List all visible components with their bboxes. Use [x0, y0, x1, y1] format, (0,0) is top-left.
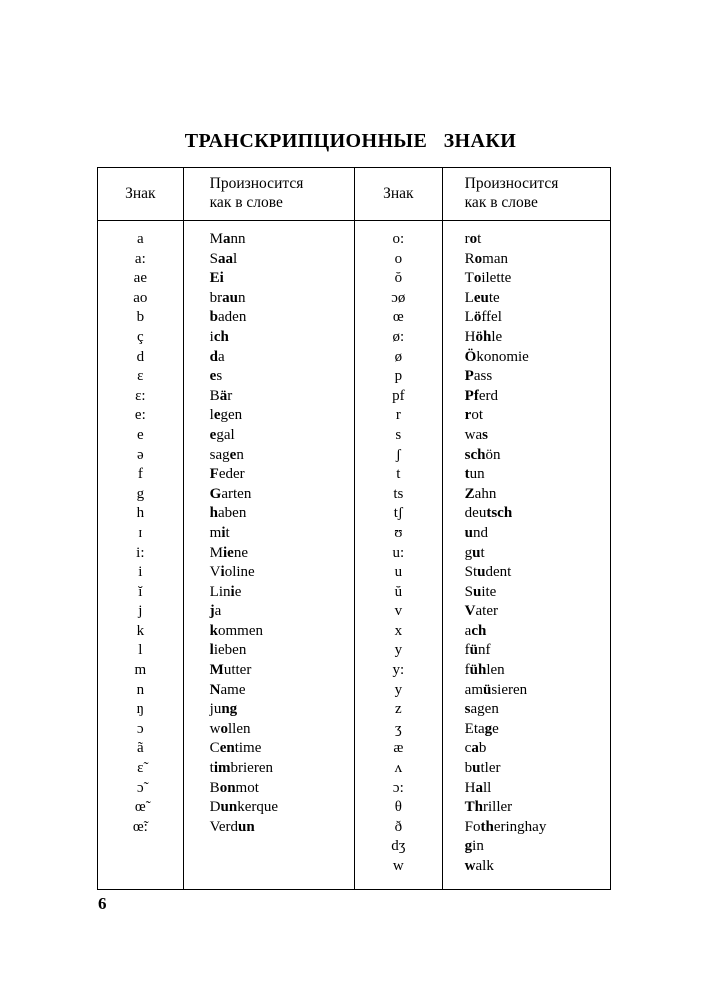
- sign-cell: l: [138, 642, 143, 659]
- sign-cell: ç: [137, 328, 144, 345]
- sign-cell: a: [137, 231, 144, 247]
- sign-cell: y: [394, 642, 403, 659]
- word-cell: da: [209, 348, 225, 365]
- header-pronounced-right-line2: как в слове: [464, 194, 538, 211]
- sign-cell: œ̃:: [132, 818, 148, 835]
- sign-cell: f: [137, 466, 143, 483]
- sign-cell: ɔ̃: [137, 779, 144, 796]
- word-cell: und: [464, 524, 488, 541]
- word-cell: butler: [464, 760, 501, 777]
- word-cell: Mutter: [209, 662, 252, 679]
- word-cell: Saal: [209, 250, 238, 267]
- sign-cell: ŏ: [394, 270, 403, 287]
- sign-cell: ao: [133, 289, 148, 306]
- sign-cell: p: [394, 368, 403, 385]
- word-cell: Höhle: [464, 328, 503, 345]
- sign-cell: g: [136, 485, 145, 502]
- word-cell: Garten: [209, 485, 252, 502]
- word-cell: baden: [209, 309, 247, 326]
- word-cell: Thriller: [464, 799, 513, 816]
- word-cell: Student: [464, 564, 512, 581]
- sign-cell: y: [394, 681, 403, 698]
- sign-cell: ɛ:: [135, 387, 146, 404]
- right-word-column: [443, 221, 610, 889]
- word-cell: sagen: [209, 446, 244, 463]
- sign-cell: a:: [134, 250, 146, 267]
- sign-cell: d: [136, 348, 145, 365]
- word-cell: Ei: [209, 270, 224, 287]
- word-cell: Fotheringhay: [464, 818, 547, 835]
- word-cell: Feder: [209, 466, 245, 483]
- sign-cell: z: [394, 701, 402, 718]
- page-title: ТРАНСКРИПЦИОННЫЕ ЗНАКИ: [184, 130, 517, 152]
- word-cell: jung: [209, 701, 238, 718]
- sign-cell: θ: [394, 799, 402, 816]
- sign-cell: œ: [392, 309, 404, 326]
- sign-cell: ã: [137, 740, 144, 757]
- word-cell: Pferd: [464, 387, 498, 404]
- sign-cell: s: [395, 426, 402, 443]
- word-cell: walk: [464, 858, 494, 874]
- sign-cell: ɪ: [138, 524, 143, 541]
- sign-cell: h: [136, 505, 145, 522]
- sign-cell: ʌ: [394, 760, 403, 777]
- sign-cell: ə: [137, 446, 144, 463]
- left-word-column: [184, 221, 355, 889]
- sign-cell: ɛ̃: [137, 760, 144, 777]
- header-pronounced-left-line1: Произносится: [209, 175, 304, 193]
- word-cell: lieben: [209, 642, 247, 659]
- word-cell: Bonmot: [209, 779, 259, 796]
- sign-cell: u:: [392, 544, 405, 561]
- word-cell: tun: [464, 466, 485, 483]
- sign-cell: w: [392, 858, 404, 874]
- word-cell: Pass: [464, 368, 493, 385]
- sign-cell: tʃ: [393, 505, 403, 522]
- word-cell: Löffel: [464, 309, 502, 326]
- word-cell: wollen: [209, 720, 251, 737]
- word-cell: amüsieren: [464, 681, 528, 698]
- word-cell: haben: [209, 505, 247, 522]
- word-cell: Vater: [464, 603, 498, 620]
- sign-cell: ʃ: [395, 446, 401, 463]
- sign-cell: e: [137, 426, 144, 443]
- word-cell: ach: [464, 622, 487, 639]
- word-cell: Toilette: [464, 270, 512, 287]
- header-pronounced-right-line1: Произносится: [464, 175, 559, 193]
- sign-cell: t: [396, 466, 401, 483]
- sign-cell: ð: [394, 818, 403, 835]
- sign-cell: pf: [392, 387, 405, 404]
- sign-cell: i:: [136, 544, 145, 561]
- word-cell: ich: [209, 328, 229, 345]
- word-cell: rot: [464, 231, 482, 247]
- sign-cell: o: [394, 250, 403, 267]
- word-cell: legen: [209, 407, 243, 424]
- word-cell: Dunkerque: [209, 799, 279, 816]
- sign-cell: e:: [134, 407, 146, 424]
- header-pronounced-left-line2: как в слове: [209, 194, 283, 211]
- word-cell: was: [464, 426, 488, 443]
- sign-cell: ŋ: [136, 701, 145, 718]
- sign-cell: dʒ: [391, 838, 406, 855]
- sign-cell: ɛ: [137, 368, 144, 385]
- sign-cell: ŭ: [394, 583, 403, 600]
- sign-cell: ø:: [392, 328, 405, 345]
- sign-cell: ø: [394, 348, 403, 365]
- header-pronounced-right: [443, 168, 610, 220]
- word-cell: Zahn: [464, 485, 497, 502]
- word-cell: braun: [209, 289, 246, 306]
- sign-cell: b: [136, 309, 145, 326]
- word-cell: Hall: [464, 779, 492, 796]
- sign-cell: o:: [392, 231, 405, 247]
- word-cell: Violine: [209, 564, 255, 581]
- word-cell: cab: [464, 740, 487, 757]
- sign-cell: ɔø: [391, 289, 406, 306]
- word-cell: Verdun: [209, 818, 255, 835]
- word-cell: es: [209, 368, 223, 385]
- word-cell: kommen: [209, 622, 264, 639]
- page-number: 6: [98, 894, 107, 913]
- word-cell: egal: [209, 426, 235, 443]
- word-cell: Bär: [209, 387, 233, 404]
- word-cell: Leute: [464, 289, 500, 306]
- transcription-table: [97, 167, 611, 890]
- word-cell: Centime: [209, 740, 262, 757]
- sign-cell: ɔ:: [392, 779, 404, 796]
- left-sign-column: [98, 221, 184, 889]
- word-cell: Roman: [464, 250, 508, 267]
- word-cell: gut: [464, 544, 485, 561]
- word-cell: Name: [209, 681, 246, 698]
- word-cell: mit: [209, 524, 230, 541]
- right-sign-column: [355, 221, 443, 889]
- word-cell: Etage: [464, 720, 499, 737]
- word-cell: schön: [464, 446, 501, 463]
- header-sign-right: Знак: [355, 168, 443, 220]
- word-cell: rot: [464, 407, 483, 424]
- word-cell: gin: [464, 838, 484, 855]
- table-body: [98, 221, 610, 889]
- sign-cell: m: [134, 662, 147, 679]
- word-cell: timbrieren: [209, 760, 273, 777]
- sign-cell: œ̃: [134, 799, 146, 816]
- table-header: [98, 168, 610, 221]
- sign-cell: n: [136, 681, 145, 698]
- word-cell: Miene: [209, 544, 249, 561]
- sign-cell: r: [395, 407, 401, 424]
- word-cell: fünf: [464, 642, 491, 659]
- word-cell: fühlen: [464, 662, 505, 679]
- sign-cell: ʒ: [394, 720, 402, 737]
- sign-cell: ɔ: [137, 720, 144, 737]
- sign-cell: ts: [393, 485, 404, 502]
- sign-cell: j: [138, 603, 143, 620]
- word-cell: Linie: [209, 583, 242, 600]
- sign-cell: u: [394, 564, 403, 581]
- sign-cell: k: [136, 622, 145, 639]
- header-sign-left: Знак: [98, 168, 184, 220]
- word-cell: Ökonomie: [464, 348, 529, 365]
- header-pronounced-left: [184, 168, 355, 220]
- sign-cell: y:: [392, 662, 405, 679]
- word-cell: deutsch: [464, 505, 513, 522]
- sign-cell: æ: [393, 740, 404, 757]
- word-cell: ja: [209, 603, 222, 620]
- sign-cell: x: [394, 622, 403, 639]
- sign-cell: v: [394, 603, 403, 620]
- word-cell: sagen: [464, 701, 499, 718]
- sign-cell: ʊ: [394, 524, 403, 541]
- sign-cell: i: [138, 564, 143, 581]
- word-cell: Suite: [464, 583, 497, 600]
- word-cell: Mann: [209, 231, 246, 247]
- sign-cell: ae: [133, 270, 147, 287]
- sign-cell: ĭ: [138, 583, 143, 600]
